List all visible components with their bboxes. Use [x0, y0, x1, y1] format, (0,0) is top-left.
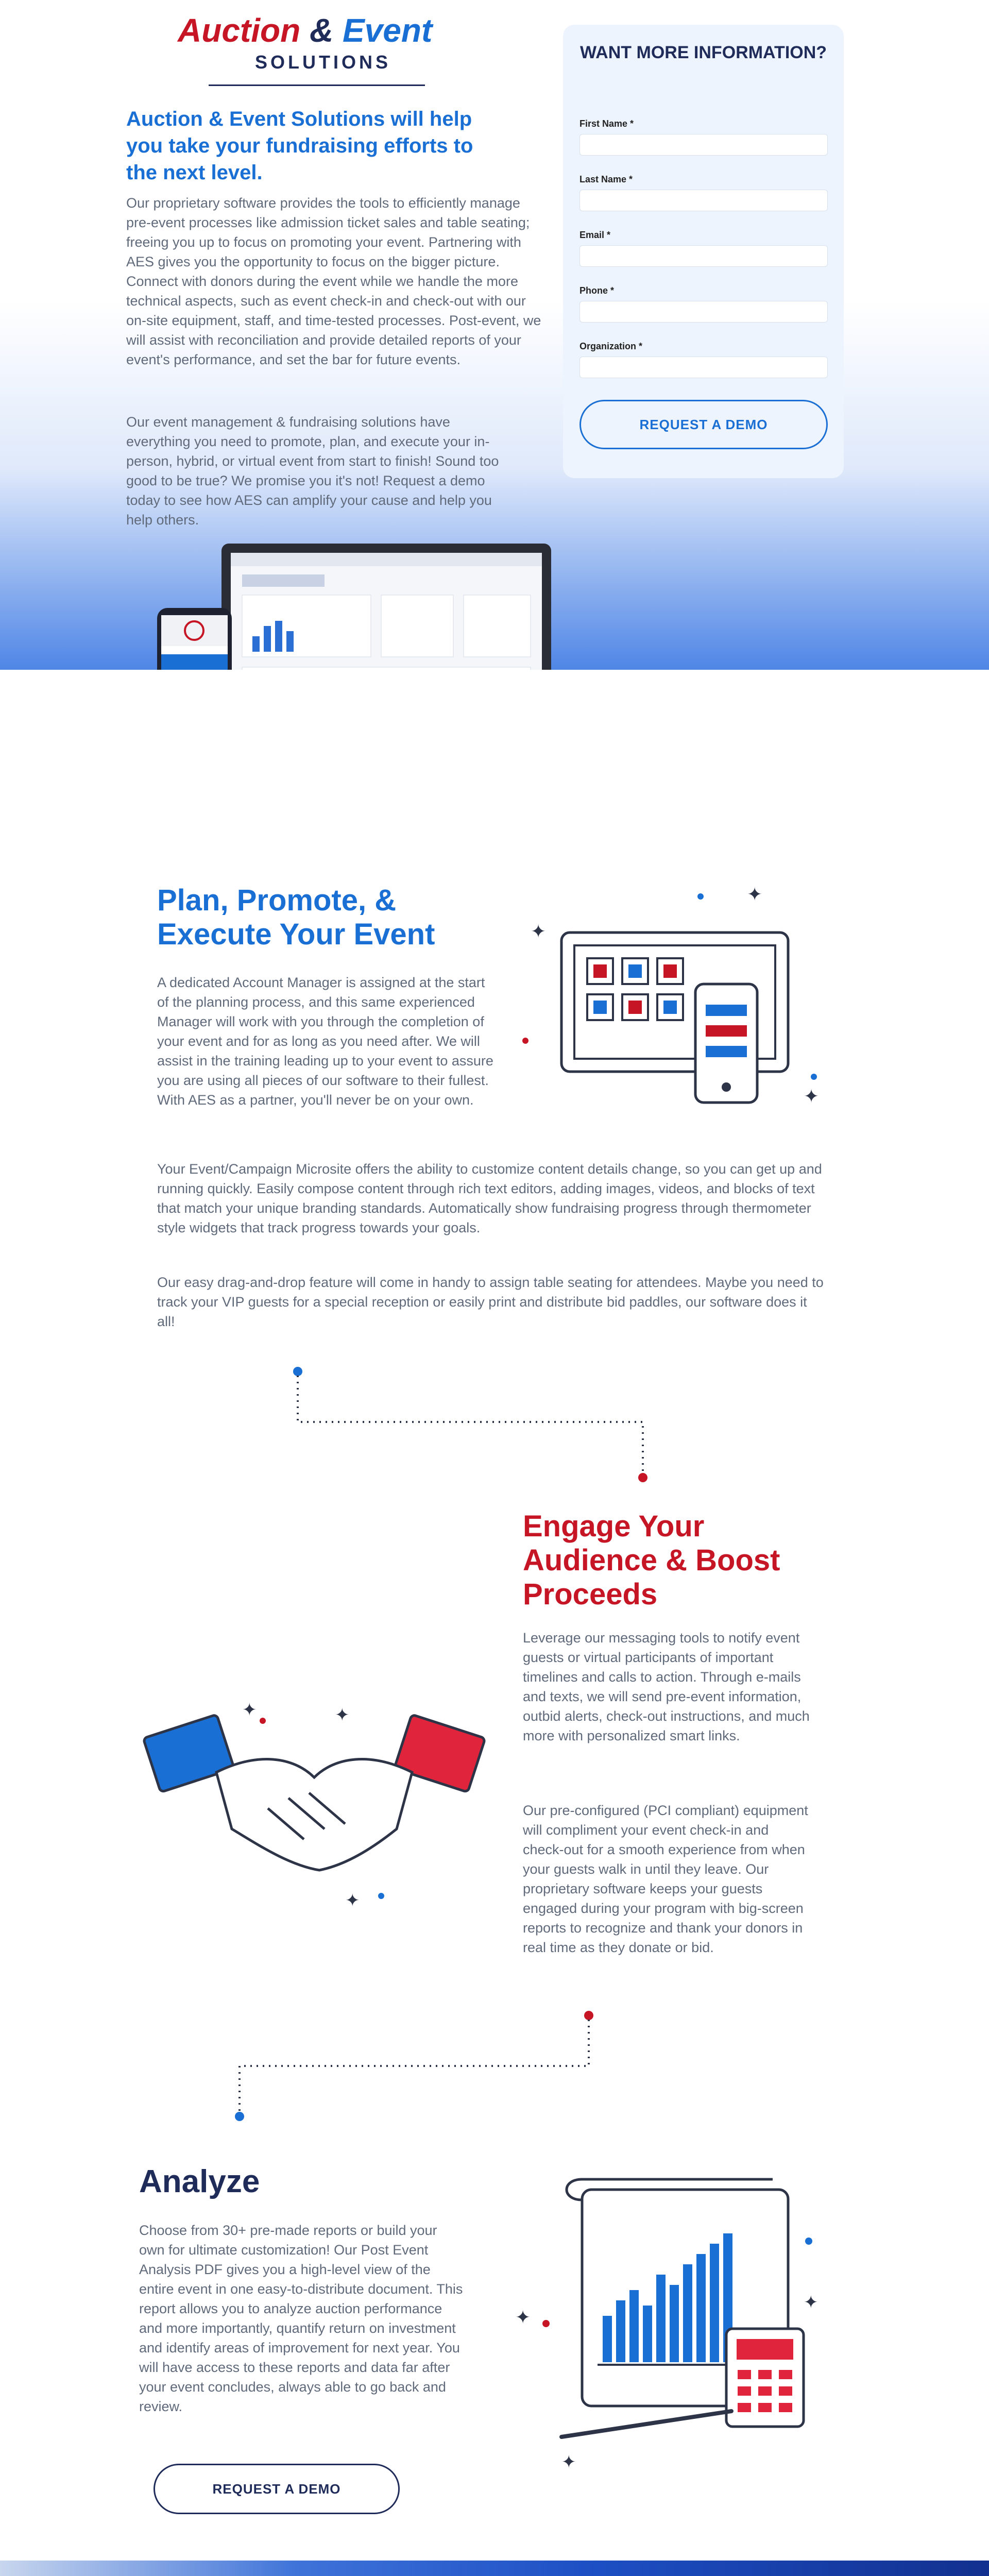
phone-label: Phone * — [579, 285, 615, 296]
svg-text:✦: ✦ — [747, 884, 763, 905]
organization-field[interactable] — [579, 357, 828, 378]
plan-paragraph-1: A dedicated Account Manager is assigned at the start of the planning process, and this same experienced Manager will work with you through the completion of your event and for as long as you need after. We will assist in the training leading up to your event to assure you are using all pieces of our software to their fullest. With AES as a partner, you'll never be on your own. — [157, 975, 493, 1108]
email-field[interactable] — [579, 245, 828, 267]
svg-text:✦: ✦ — [804, 1086, 820, 1107]
analyze-heading: Analyze — [139, 2164, 260, 2199]
aes-logo[interactable] — [178, 11, 456, 89]
report-bar — [603, 2316, 612, 2362]
hero-headline: Auction & Event Solutions will help you take your fundraising efforts to the next level. — [126, 108, 473, 184]
svg-text:✦: ✦ — [345, 1890, 360, 1911]
form-submit-button[interactable]: REQUEST A DEMO — [579, 400, 828, 449]
phone-mockup — [157, 608, 232, 670]
first-name-label: First Name * — [579, 118, 634, 129]
svg-text:✦: ✦ — [561, 2452, 576, 2472]
report-bar — [616, 2300, 625, 2362]
logo-word-auction: Auction — [178, 12, 301, 49]
report-analysis-illustration — [505, 2169, 834, 2472]
phone-field[interactable] — [579, 301, 828, 323]
testimonial-section — [0, 2561, 989, 2576]
last-name-label: Last Name * — [579, 174, 633, 184]
logo-subtitle: SOLUTIONS — [255, 52, 391, 73]
plan-paragraph-3: Our easy drag-and-drop feature will come in handy to assign table seating for attendees. Maybe you need to track your VIP guests for a special reception or easily print and distribute bid paddles, our software does it all! — [157, 1275, 824, 1329]
monitor-mockup — [221, 544, 551, 670]
analyze-request-demo-button[interactable]: REQUEST A DEMO — [154, 2464, 400, 2514]
hero-paragraph-1: Our proprietary software provides the tools to efficiently manage pre-event processes like admission ticket sales and table seating; freeing you up to focus on promoting your event. Partnering with AES gives you the opportunity to focus on the bigger picture. Connect with donors during the event while we handle the more technical aspects, such as event check-in and check-out with our on-site equipment, staff, and time-tested processes. Post-event, we will assist with reconciliation and provide detailed reports of your event's performance, and set the bar for future events. — [126, 195, 541, 367]
logo-ampersand: & — [309, 12, 334, 49]
report-bar — [710, 2244, 719, 2362]
engage-paragraph-1: Leverage our messaging tools to notify event guests or virtual participants of important timelines and calls to action. Through e-mails and texts, we will send pre-event information, outbid alerts, check-out instructions, and much more with personalized smart links. — [523, 1630, 810, 1743]
report-bar — [656, 2275, 666, 2362]
hero-paragraph-2: Our event management & fundraising solutions have everything you need to promote, plan, and execute your in-person, hybrid, or virtual event from start to finish! Sound too good to be true? We promise you it's not! Request a demo today to see how AES can amplify your cause and help you help others. — [126, 414, 499, 528]
last-name-field[interactable] — [579, 190, 828, 211]
svg-text:✦: ✦ — [335, 1705, 350, 1725]
logo-underline — [209, 84, 425, 86]
hero-section — [0, 0, 989, 670]
engage-paragraph-2: Our pre-configured (PCI compliant) equipment will compliment your event check-in and check-out for a smooth experience from when your guests walk in until they leave. Our proprietary software keeps your guests engaged during your program with big-screen reports to recognize and thank your donors in real time as they donate or bid. — [523, 1803, 808, 1955]
dotted-connector-2 — [234, 2009, 667, 2123]
email-label: Email * — [579, 230, 611, 240]
first-name-field[interactable] — [579, 134, 828, 156]
svg-text:✦: ✦ — [242, 1700, 257, 1720]
organization-label: Organization * — [579, 341, 643, 351]
plan-paragraph-2: Your Event/Campaign Microsite offers the ability to customize content details change, so you can get up and running quickly. Easily compose content through rich text editors, adding images, videos, and blocks of text that match your unique branding standards. Automatically show fundraising progress through thermometer style widgets that track progress towards your goals. — [157, 1161, 822, 1235]
report-bar — [629, 2290, 639, 2362]
plan-heading: Plan, Promote, & Execute Your Event — [157, 884, 435, 951]
report-bar — [696, 2254, 706, 2362]
svg-text:✦: ✦ — [531, 921, 547, 942]
report-bar — [643, 2306, 652, 2362]
svg-text:✦: ✦ — [804, 2292, 819, 2313]
report-bar — [683, 2264, 692, 2362]
report-bar — [670, 2285, 679, 2362]
handshake-illustration — [139, 1695, 489, 1922]
analyze-paragraph: Choose from 30+ pre-made reports or build your own for ultimate customization! Our Post Event Analysis PDF gives you a high-level view of the entire event in one easy-to-distribute document. This report allows you to analyze auction performance and more importantly, quantify return on investment and identify areas of improvement for next year. You will have access to these reports and data far after your event concludes, always able to go back and review. — [139, 2223, 463, 2414]
dotted-connector-1 — [288, 1365, 649, 1484]
form-title: WANT MORE INFORMATION? — [579, 43, 827, 62]
info-request-form — [563, 25, 844, 478]
svg-text:✦: ✦ — [515, 2307, 531, 2328]
logo-word-event: Event — [342, 12, 433, 49]
seating-chart-illustration — [525, 876, 834, 1123]
engage-heading: Engage Your Audience & Boost Proceeds — [523, 1510, 780, 1611]
